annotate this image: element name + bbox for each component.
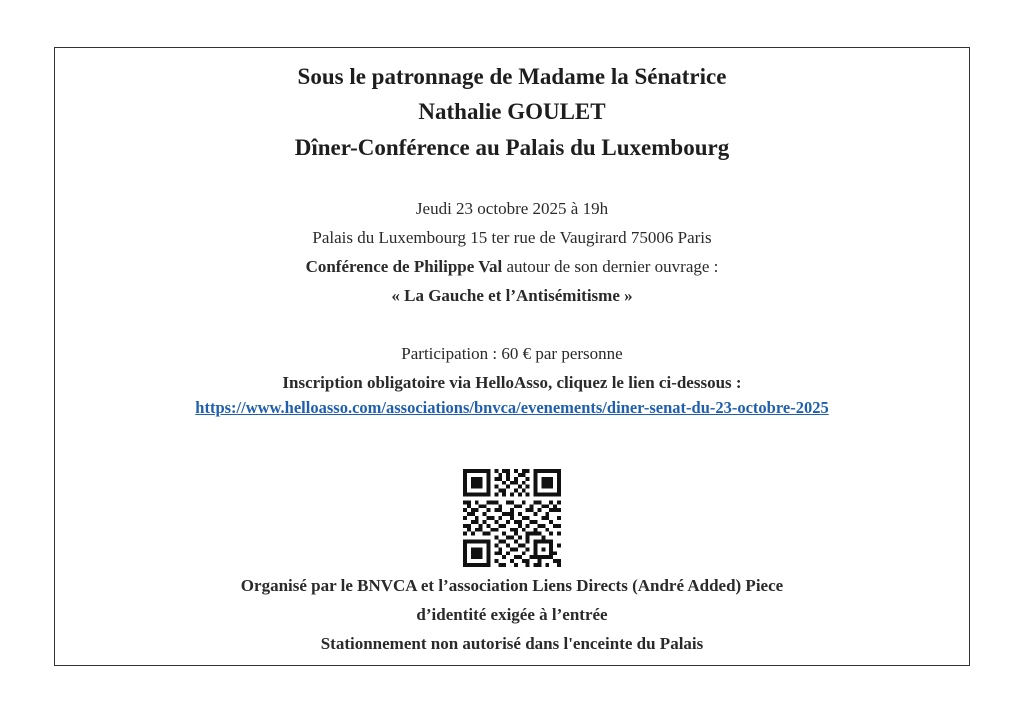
conference-description: autour de son dernier ouvrage : [502,257,719,276]
participation-price: Participation : 60 € par personne [401,344,623,363]
senator-name: Nathalie GOULET [418,99,606,124]
registration-link-row [54,398,970,418]
conference-speaker: Conférence de Philippe Val [305,257,503,276]
patronage-heading: Sous le patronnage de Madame la Sénatrice [297,64,727,89]
event-title: Dîner-Conférence au Palais du Luxembourg [294,135,730,160]
event-address: Palais du Luxembourg 15 ter rue de Vaugirard 75006 Paris [312,228,712,247]
qr-finder-top-right [534,469,561,496]
qr-code-icon[interactable] [463,469,561,567]
parking-notice: Stationnement non autorisé dans l'enceinte du Palais [320,634,704,653]
qr-finder-bottom-left [463,540,490,567]
id-required-line: d’identité exigée à l’entrée [416,605,608,624]
book-title: « La Gauche et l’Antisémitisme » [391,286,633,305]
organizer-line: Organisé par le BNVCA et l’association Liens Directs (André Added) Piece [240,576,784,595]
qr-finder-top-left [463,469,490,496]
conference-line [54,257,970,277]
inscription-note: Inscription obligatoire via HelloAsso, cliquez le lien ci-dessous : [282,373,742,392]
registration-link[interactable]: https://www.helloasso.com/associations/bnvca/evenements/diner-senat-du-23-octobre-2025 [195,398,829,417]
event-date: Jeudi 23 octobre 2025 à 19h [415,199,609,218]
